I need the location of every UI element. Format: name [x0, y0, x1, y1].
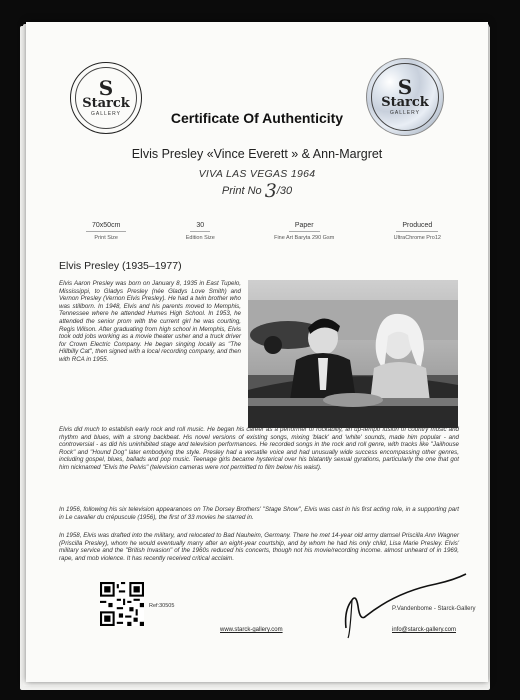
- artwork-photo: [248, 280, 458, 428]
- bio-paragraph-3: In 1956, following his six television appearances on The Dorsey Brothers' "Stage Show", Elvis was cast in his first acting role, in a supporting part in Le cavalier du crépuscule (1956), the first of 33 movies he starred in.: [59, 506, 459, 521]
- seal-letter: S: [98, 76, 114, 100]
- print-total: /30: [276, 185, 293, 197]
- seal-name: Starck: [82, 96, 130, 111]
- website-link[interactable]: www.starck-gallery.com: [220, 627, 283, 633]
- specs-row: [86, 222, 441, 241]
- spec-label: Print Size: [94, 235, 118, 241]
- print-number-value: 3: [264, 180, 277, 202]
- spec-label: Edition Size: [185, 235, 215, 241]
- seal-sub: GALLERY: [91, 111, 121, 117]
- signer-name: P.Vandenbome - Starck-Gallery: [392, 606, 476, 612]
- spec-value: 30: [190, 222, 210, 232]
- spec-value: Paper: [289, 222, 320, 232]
- spec-paper: [274, 222, 334, 241]
- bio-heading: Elvis Presley (1935–1977): [59, 260, 182, 272]
- spec-edition-size: [186, 222, 215, 241]
- print-number: [26, 180, 488, 202]
- reference-number: Ref:30505: [149, 603, 175, 609]
- qr-code: [100, 582, 144, 626]
- bio-paragraph-2: Elvis did much to establish early rock and roll music. He began his career as a performer of rockabilly, an up-tempo fusion of country music and rhythm and blues, with a strong backbeat. His novel versions of existing songs, mixing 'black' and 'white' sounds, made him popular - and controversial - as did his uninhibited stage and television performances. He recorded songs in the rock and roll genre, with tracks like "Jailhouse Rock" and "Hound Dog" later embodying the style. Presley had a versatile voice and had unusually wide success encompassing other genres, including gospel, blues, ballads and pop music. Teenage girls became hysterical over his blatantly sexual gyrations, particularly the one that got him nicknamed "Elvis the Pelvis" (television cameras were not permitted to film below his waist).: [59, 426, 459, 471]
- spec-print-size: [86, 222, 126, 241]
- seal-name: Starck: [381, 95, 429, 110]
- spec-label: UltraChrome Pro12: [393, 235, 441, 241]
- bio-paragraph-1: Elvis Aaron Presley was born on January 8, 1935 in East Tupelo, Mississippi, to Gladys Presley (née Gladys Love Smith) and Vernon Presley (Vernon Elvis Presley). He had a twin brother who was stillborn. In 1948, Elvis and his parents moved to Memphis, Tennessee where he attended Humes High School. In 1953, he attended the senior prom with the current girl he was courting, Regis Wilson. After graduating from high school in Memphis, Elvis took odd jobs working as a movie theater usher and a truck driver for Crown Electric Company. He began singing locally as "The Hillbilly Cat", then signed with a local recording company, and then with RCA in 1955.: [59, 280, 241, 363]
- print-label: Print No: [221, 185, 262, 197]
- certificate-title: Certificate Of Authenticity: [170, 110, 344, 126]
- bio-paragraph-4: In 1958, Elvis was drafted into the military, and relocated to Bad Nauheim, Germany. There he met 14-year old army damsel Priscilla Ann Wagner (Priscilla Presley), whom he would eventually marry after an eight-year courtship, and by whom he had his only child, Lisa Marie Presley. Elvis' military service and the "British Invasion" of the 1960s reduced his concerts, though not his movie/recording income. almost unheard of in 1969, rape, and mob violence. It has recently received critical acclaim.: [59, 532, 459, 562]
- spec-produced: [394, 222, 441, 241]
- photo-illustration: [248, 280, 458, 428]
- spec-value: Produced: [396, 222, 438, 232]
- artwork-subtitle: Elvis Presley «Vince Everett » & Ann-Margret: [131, 147, 383, 161]
- artwork-title: VIVA LAS VEGAS 1964: [198, 168, 316, 180]
- seal-letter: S: [397, 75, 413, 99]
- seal-sub: GALLERY: [390, 110, 420, 116]
- spec-label: Fine Art Baryta 290 Gsm: [274, 235, 335, 241]
- spec-value: 70x50cm: [86, 222, 126, 232]
- email-link[interactable]: info@starck-gallery.com: [392, 627, 456, 633]
- certificate-sheet: [26, 22, 488, 682]
